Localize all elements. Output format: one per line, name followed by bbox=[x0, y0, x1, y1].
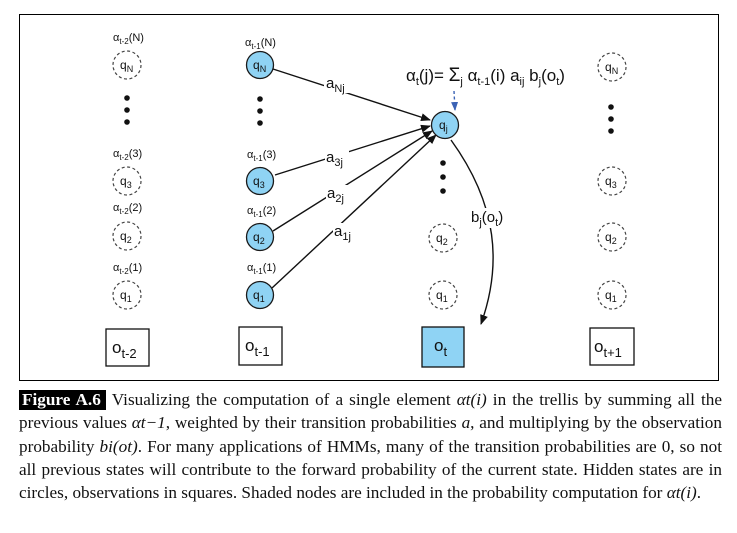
state-label: $q_2$ bbox=[253, 230, 265, 246]
alpha-label: $\alpha_{t-2}(1)$ bbox=[113, 262, 143, 276]
ellipsis-dot bbox=[257, 108, 263, 114]
state-label: $q_2$ bbox=[436, 231, 448, 247]
figure-caption bbox=[19, 388, 722, 504]
ellipsis-dot bbox=[608, 128, 614, 134]
caption-math: αt(i) bbox=[456, 390, 487, 409]
observation-label: $o_{t+1}$ bbox=[594, 337, 622, 360]
alpha-label: $\alpha_{t-1}(1)$ bbox=[247, 262, 277, 276]
trellis-diagram bbox=[20, 15, 720, 382]
ellipsis-dot bbox=[124, 95, 130, 101]
state-label: $q_N$ bbox=[120, 58, 134, 74]
caption-text: Visualizing the computation of a single element bbox=[111, 390, 457, 409]
caption-math: αt(i) bbox=[666, 483, 697, 503]
caption-text: , weighted by their transition probabilities bbox=[165, 413, 462, 433]
state-label: $q_3$ bbox=[253, 174, 265, 190]
caption-text: in the trellis by summing all the previous values bbox=[19, 390, 722, 433]
ellipsis-dot bbox=[440, 160, 446, 166]
alpha-label: $\alpha_{t-2}(2)$ bbox=[113, 202, 143, 216]
edge-q2-to-qj bbox=[273, 131, 432, 231]
alpha-label: $\alpha_{t-2}(N)$ bbox=[113, 32, 144, 46]
edge-q1-to-qj bbox=[272, 135, 436, 288]
state-label: $q_2$ bbox=[120, 229, 132, 245]
column-t-2 bbox=[106, 32, 149, 366]
ellipsis-dot bbox=[124, 107, 130, 113]
ellipsis-dot bbox=[440, 174, 446, 180]
caption-math: a bbox=[461, 413, 471, 433]
alpha-label: $\alpha_{t-1}(N)$ bbox=[245, 37, 276, 51]
edge-label-aNj: $a_{Nj}$ bbox=[326, 75, 345, 95]
edge-labels bbox=[324, 75, 521, 243]
state-label: $q_N$ bbox=[605, 60, 619, 76]
forward-equation: $\alpha_t(j)= \Sigma_j$ $\alpha_{t-1}(i)$ $a_{ij}$ $b_j(o_t)$ bbox=[406, 65, 565, 88]
state-label: $q_2$ bbox=[605, 230, 617, 246]
observation-label: $o_t$ bbox=[434, 336, 448, 359]
ellipsis-dot bbox=[257, 96, 263, 102]
edge-q3-to-qj bbox=[275, 126, 430, 175]
edge-label-a3j: $a_{3j}$ bbox=[326, 149, 343, 169]
state-label: $q_3$ bbox=[605, 174, 617, 190]
alpha-label: $\alpha_{t-1}(2)$ bbox=[247, 205, 277, 219]
caption-math: αt−1 bbox=[131, 413, 166, 433]
alpha-label: $\alpha_{t-2}(3)$ bbox=[113, 148, 143, 162]
ellipsis-dot bbox=[608, 116, 614, 122]
state-label: $q_N$ bbox=[253, 58, 267, 74]
ellipsis-dot bbox=[124, 119, 130, 125]
ellipsis-dot bbox=[257, 120, 263, 126]
ellipsis-dot bbox=[608, 104, 614, 110]
column-t-1 bbox=[239, 37, 282, 365]
caption-math: bi(ot) bbox=[99, 436, 138, 456]
edge-label-a1j: $a_{1j}$ bbox=[334, 223, 351, 243]
equation-pointer-arrow bbox=[454, 91, 455, 110]
state-label: $q_1$ bbox=[436, 288, 448, 304]
caption-text: . bbox=[696, 483, 702, 503]
ellipsis-dot bbox=[440, 188, 446, 194]
edge-label-a2j: $a_{2j}$ bbox=[327, 185, 344, 205]
figure-frame bbox=[19, 14, 719, 381]
caption-text: . For many applications of HMMs, many of the transition probabilities are 0, so not all previous states will contribute to the forward probability of the current state. Hidden states are in circles, observations in squares. Shaded nodes are included in the probability computation for bbox=[19, 436, 722, 503]
state-label: $q_j$ bbox=[439, 118, 448, 134]
state-label: $q_1$ bbox=[253, 288, 265, 304]
observation-label: $o_{t-2}$ bbox=[112, 338, 137, 361]
observation-label: $o_{t-1}$ bbox=[245, 336, 270, 359]
state-label: $q_1$ bbox=[605, 288, 617, 304]
alpha-label: $\alpha_{t-1}(3)$ bbox=[247, 149, 277, 163]
figure-label: Figure A.6 bbox=[19, 390, 106, 410]
state-label: $q_1$ bbox=[120, 288, 132, 304]
state-label: $q_3$ bbox=[120, 174, 132, 190]
transition-edges bbox=[272, 69, 493, 324]
emission-label: $b_j(o_t)$ bbox=[471, 209, 504, 229]
caption-text: , and multiplying by the observation probability bbox=[19, 413, 722, 456]
column-t+1 bbox=[590, 53, 634, 365]
